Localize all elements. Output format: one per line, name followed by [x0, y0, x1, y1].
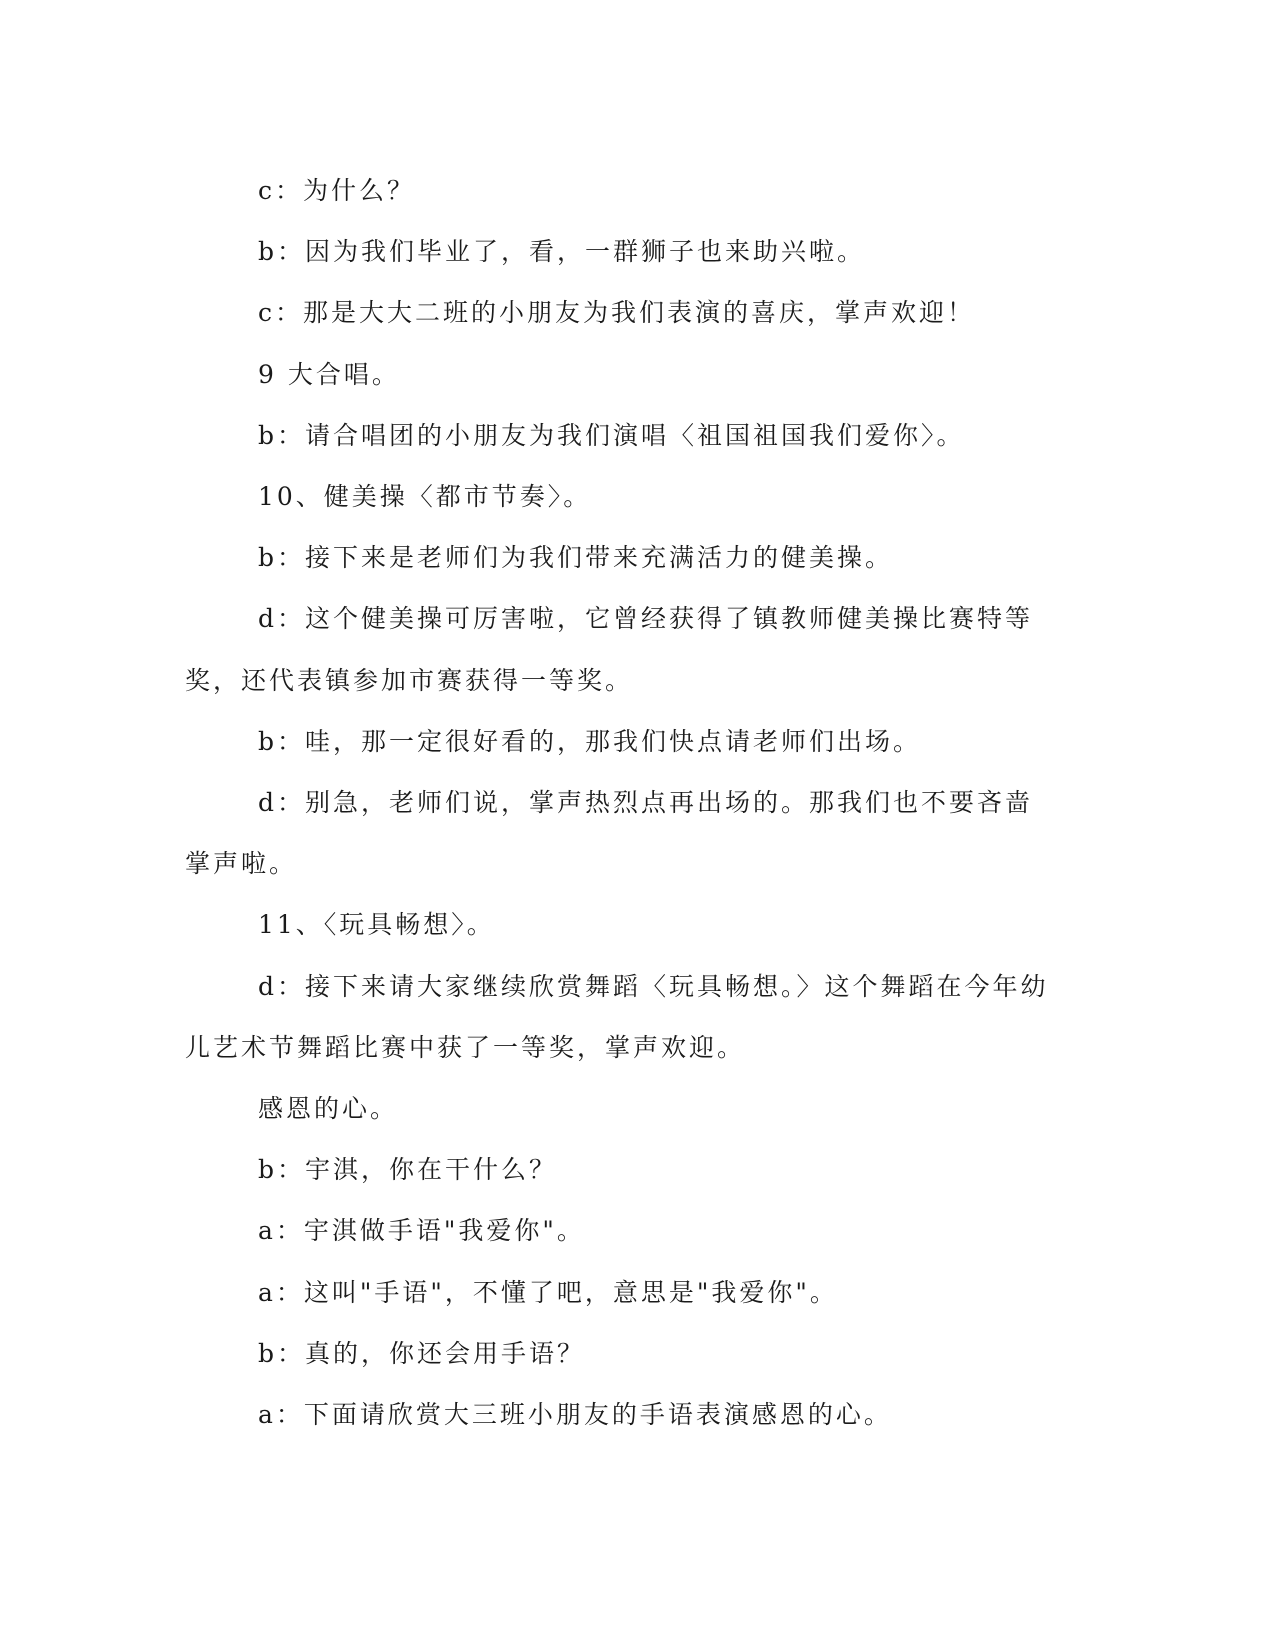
- paragraph: c：为什么？: [258, 176, 416, 205]
- paragraph: b：接下来是老师们为我们带来充满活力的健美操。: [258, 543, 894, 573]
- paragraph: b：宇淇，你在干什么？: [258, 1155, 558, 1185]
- paragraph: a：宇淇做手语"我爱你"。: [258, 1216, 585, 1246]
- paragraph: a：这叫"手语"，不懂了吧，意思是"我爱你"。: [258, 1277, 838, 1307]
- paragraph: a：下面请欣赏大三班小朋友的手语表演感恩的心。: [258, 1400, 892, 1430]
- paragraph: d：这个健美操可厉害啦，它曾经获得了镇教师健美操比赛特等奖，还代表镇参加市赛获得一等奖。: [185, 604, 1034, 695]
- paragraph: b：哇，那一定很好看的，那我们快点请老师们出场。: [258, 726, 922, 756]
- paragraph: 感恩的心。: [258, 1094, 399, 1124]
- paragraph: b：请合唱团的小朋友为我们演唱〈祖国祖国我们爱你〉。: [258, 420, 965, 450]
- document-body: [185, 160, 1060, 1445]
- paragraph: c：那是大大二班的小朋友为我们表演的喜庆，掌声欢迎！: [258, 298, 976, 328]
- paragraph: 11、〈玩具畅想〉。: [258, 910, 495, 940]
- paragraph: b：真的，你还会用手语？: [258, 1338, 586, 1368]
- paragraph: d：接下来请大家继续欣赏舞蹈〈玩具畅想。〉这个舞蹈在今年幼儿艺术节舞蹈比赛中获了一等奖，掌声欢迎。: [185, 971, 1049, 1062]
- paragraph: b：因为我们毕业了，看，一群狮子也来助兴啦。: [258, 237, 866, 267]
- paragraph: d：别急，老师们说，掌声热烈点再出场的。那我们也不要吝啬掌声啦。: [185, 788, 1034, 879]
- paragraph: 9 大合唱。: [258, 359, 400, 389]
- paragraph: 10、健美操〈都市节奏〉。: [258, 482, 592, 512]
